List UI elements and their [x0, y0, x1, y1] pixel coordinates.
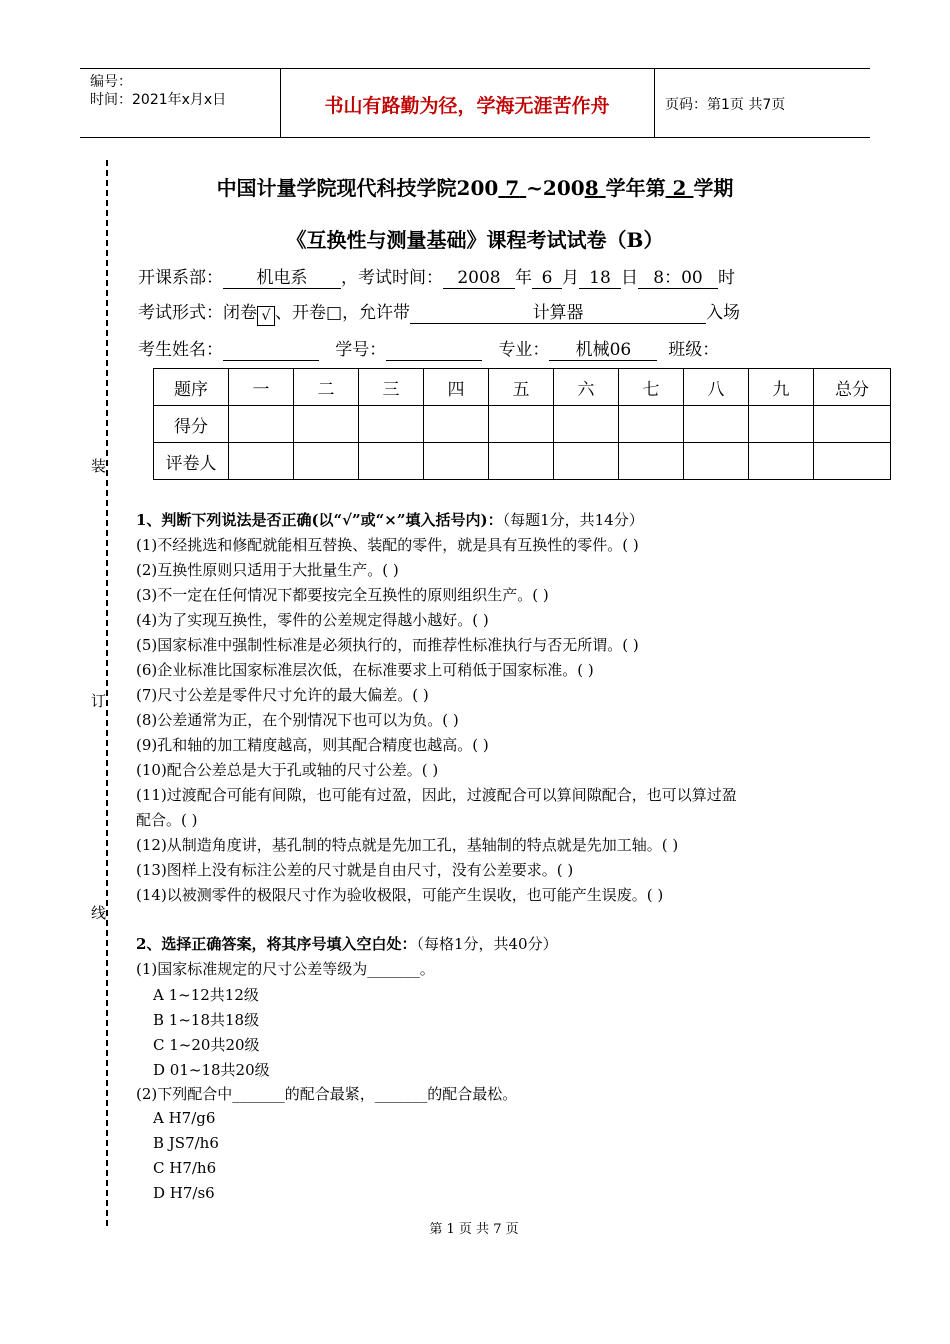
score-table-header-row: [154, 369, 891, 406]
exam-title: [0, 172, 950, 201]
binding-char-zhuang: 装: [91, 457, 107, 475]
title-suffix: 学期: [693, 176, 734, 200]
score-header-cell: 七: [619, 369, 684, 406]
binding-char-ding: 订: [91, 692, 107, 710]
score-header-cell: 四: [424, 369, 489, 406]
dept-field: 机电系: [223, 268, 341, 289]
grader-row-label: 评卷人: [154, 443, 229, 480]
choice-option: A 1~12共12级: [153, 986, 259, 1004]
title-tilde: ~200: [526, 176, 585, 200]
score-cell: [424, 406, 489, 443]
score-header-cell: 三: [359, 369, 424, 406]
question-item: (13)图样上没有标注公差的尺寸就是自由尺寸，没有公差要求。( ): [136, 861, 574, 879]
day-field: 18: [579, 268, 621, 289]
question-item: (2)互换性原则只适用于大批量生产。( ): [136, 561, 399, 579]
score-header-cell: 二: [294, 369, 359, 406]
student-name-field: [223, 340, 319, 361]
score-header-cell: 一: [229, 369, 294, 406]
major-field: 机械06: [549, 340, 657, 361]
score-cell: [294, 406, 359, 443]
page-footer: 第 1 页 共 7 页: [429, 1222, 519, 1237]
choice-question: (1)国家标准规定的尺寸公差等级为_______。: [136, 960, 435, 978]
title-mid: 学年第: [605, 176, 666, 200]
choice-option: B JS7/h6: [153, 1134, 219, 1152]
question-item: (5)国家标准中强制性标准是必须执行的，而推荐性标准执行与否无所谓。( ): [136, 636, 639, 654]
choice-option: C H7/h6: [153, 1159, 217, 1177]
question-item: (6)企业标准比国家标准层次低，在标准要求上可稍低于国家标准。( ): [136, 661, 594, 679]
grader-cell: [229, 443, 294, 480]
header-page-info: 页码：第1页 共7页: [665, 97, 786, 113]
score-row-label: 得分: [154, 406, 229, 443]
grader-cell: [424, 443, 489, 480]
header-divider: [654, 69, 655, 137]
binding-line: [106, 160, 108, 1226]
score-cell: [749, 406, 814, 443]
grader-cell: [359, 443, 424, 480]
section2-heading: 2、选择正确答案，将其序号填入空白处：（每格1分，共40分）: [136, 935, 558, 953]
score-table-row-score: [154, 406, 891, 443]
choice-option: D 01~18共20级: [153, 1061, 270, 1079]
grader-cell: [619, 443, 684, 480]
score-cell: [229, 406, 294, 443]
question-item-continued: 配合。( ): [136, 811, 198, 829]
score-header-cell: 总分: [814, 369, 891, 406]
choice-option: B 1~18共18级: [153, 1011, 260, 1029]
title-year2: 8: [584, 176, 599, 200]
section1-heading: 1、判断下列说法是否正确(以“√”或“×”填入括号内)：（每题1分，共14分）: [136, 511, 644, 529]
score-table-row-grader: [154, 443, 891, 480]
grader-cell: [554, 443, 619, 480]
header-motto: 书山有路勤为径，学海无涯苦作舟: [324, 95, 610, 117]
choice-question: (2)下列配合中_______的配合最紧，_______的配合最松。: [136, 1085, 518, 1103]
choice-option: C 1~20共20级: [153, 1036, 260, 1054]
choice-option: A H7/g6: [153, 1109, 216, 1127]
grader-cell: [814, 443, 891, 480]
question-item: (9)孔和轴的加工精度越高，则其配合精度也越高。( ): [136, 736, 489, 754]
header-left: [90, 73, 226, 109]
question-item: (8)公差通常为正，在个别情况下也可以为负。( ): [136, 711, 459, 729]
choice-option: D H7/s6: [153, 1184, 215, 1202]
question-item: (11)过渡配合可能有间隙，也可能有过盈，因此，过渡配合可以算间隙配合，也可以算过盈: [136, 786, 737, 804]
info-line-dept: 开课系部： 机电系 ，考试时间： 2008 年 6 月 18 日 8：00 时: [138, 268, 735, 288]
score-header-cell: 六: [554, 369, 619, 406]
score-table: [153, 368, 891, 480]
score-header-cell: 八: [684, 369, 749, 406]
grader-cell: [294, 443, 359, 480]
score-cell: [489, 406, 554, 443]
closed-book-checkbox: √: [257, 306, 275, 326]
score-cell: [359, 406, 424, 443]
question-item: (12)从制造角度讲，基孔制的特点就是先加工孔，基轴制的特点就是先加工轴。( ): [136, 836, 679, 854]
info-line-form: 考试形式：闭卷 √ 、开卷□，允许带 计算器 入场: [138, 303, 741, 324]
page-header: [80, 68, 870, 138]
score-cell: [619, 406, 684, 443]
question-item: (1)不经挑选和修配就能相互替换、装配的零件，就是具有互换性的零件。( ): [136, 536, 639, 554]
score-cell: [814, 406, 891, 443]
question-item: (14)以被测零件的极限尺寸作为验收极限，可能产生误收，也可能产生误废。( ): [136, 886, 664, 904]
time-label: 时间：2021年x月x日: [90, 92, 227, 108]
allowed-items-field: 计算器: [410, 303, 706, 324]
grader-cell: [749, 443, 814, 480]
grader-cell: [489, 443, 554, 480]
question-item: (4)为了实现互换性，零件的公差规定得越小越好。( ): [136, 611, 489, 629]
score-cell: [554, 406, 619, 443]
question-item: (7)尺寸公差是零件尺寸允许的最大偏差。( ): [136, 686, 429, 704]
hour-field: 8：00: [638, 268, 718, 289]
score-cell: [684, 406, 749, 443]
open-book-checkbox: □: [326, 303, 343, 323]
info-line-student: 考生姓名： 学号： 专业： 机械06 班级：: [138, 340, 720, 360]
student-id-field: [386, 340, 482, 361]
question-item: (3)不一定在任何情况下都要按完全互换性的原则组织生产。( ): [136, 586, 549, 604]
binding-char-xian: 线: [91, 904, 107, 922]
number-label: 编号：: [90, 74, 132, 90]
score-header-cell: 五: [489, 369, 554, 406]
exam-subtitle: 《互换性与测量基础》课程考试试卷（B）: [286, 228, 664, 252]
score-header-cell: 九: [749, 369, 814, 406]
grader-cell: [684, 443, 749, 480]
month-field: 6: [532, 268, 562, 289]
year-field: 2008: [443, 268, 515, 289]
score-header-cell: 题序: [154, 369, 229, 406]
title-term: 2: [672, 176, 687, 200]
title-prefix: 中国计量学院现代科技学院200: [216, 176, 499, 200]
question-item: (10)配合公差总是大于孔或轴的尺寸公差。( ): [136, 761, 439, 779]
title-year1: 7: [505, 176, 520, 200]
